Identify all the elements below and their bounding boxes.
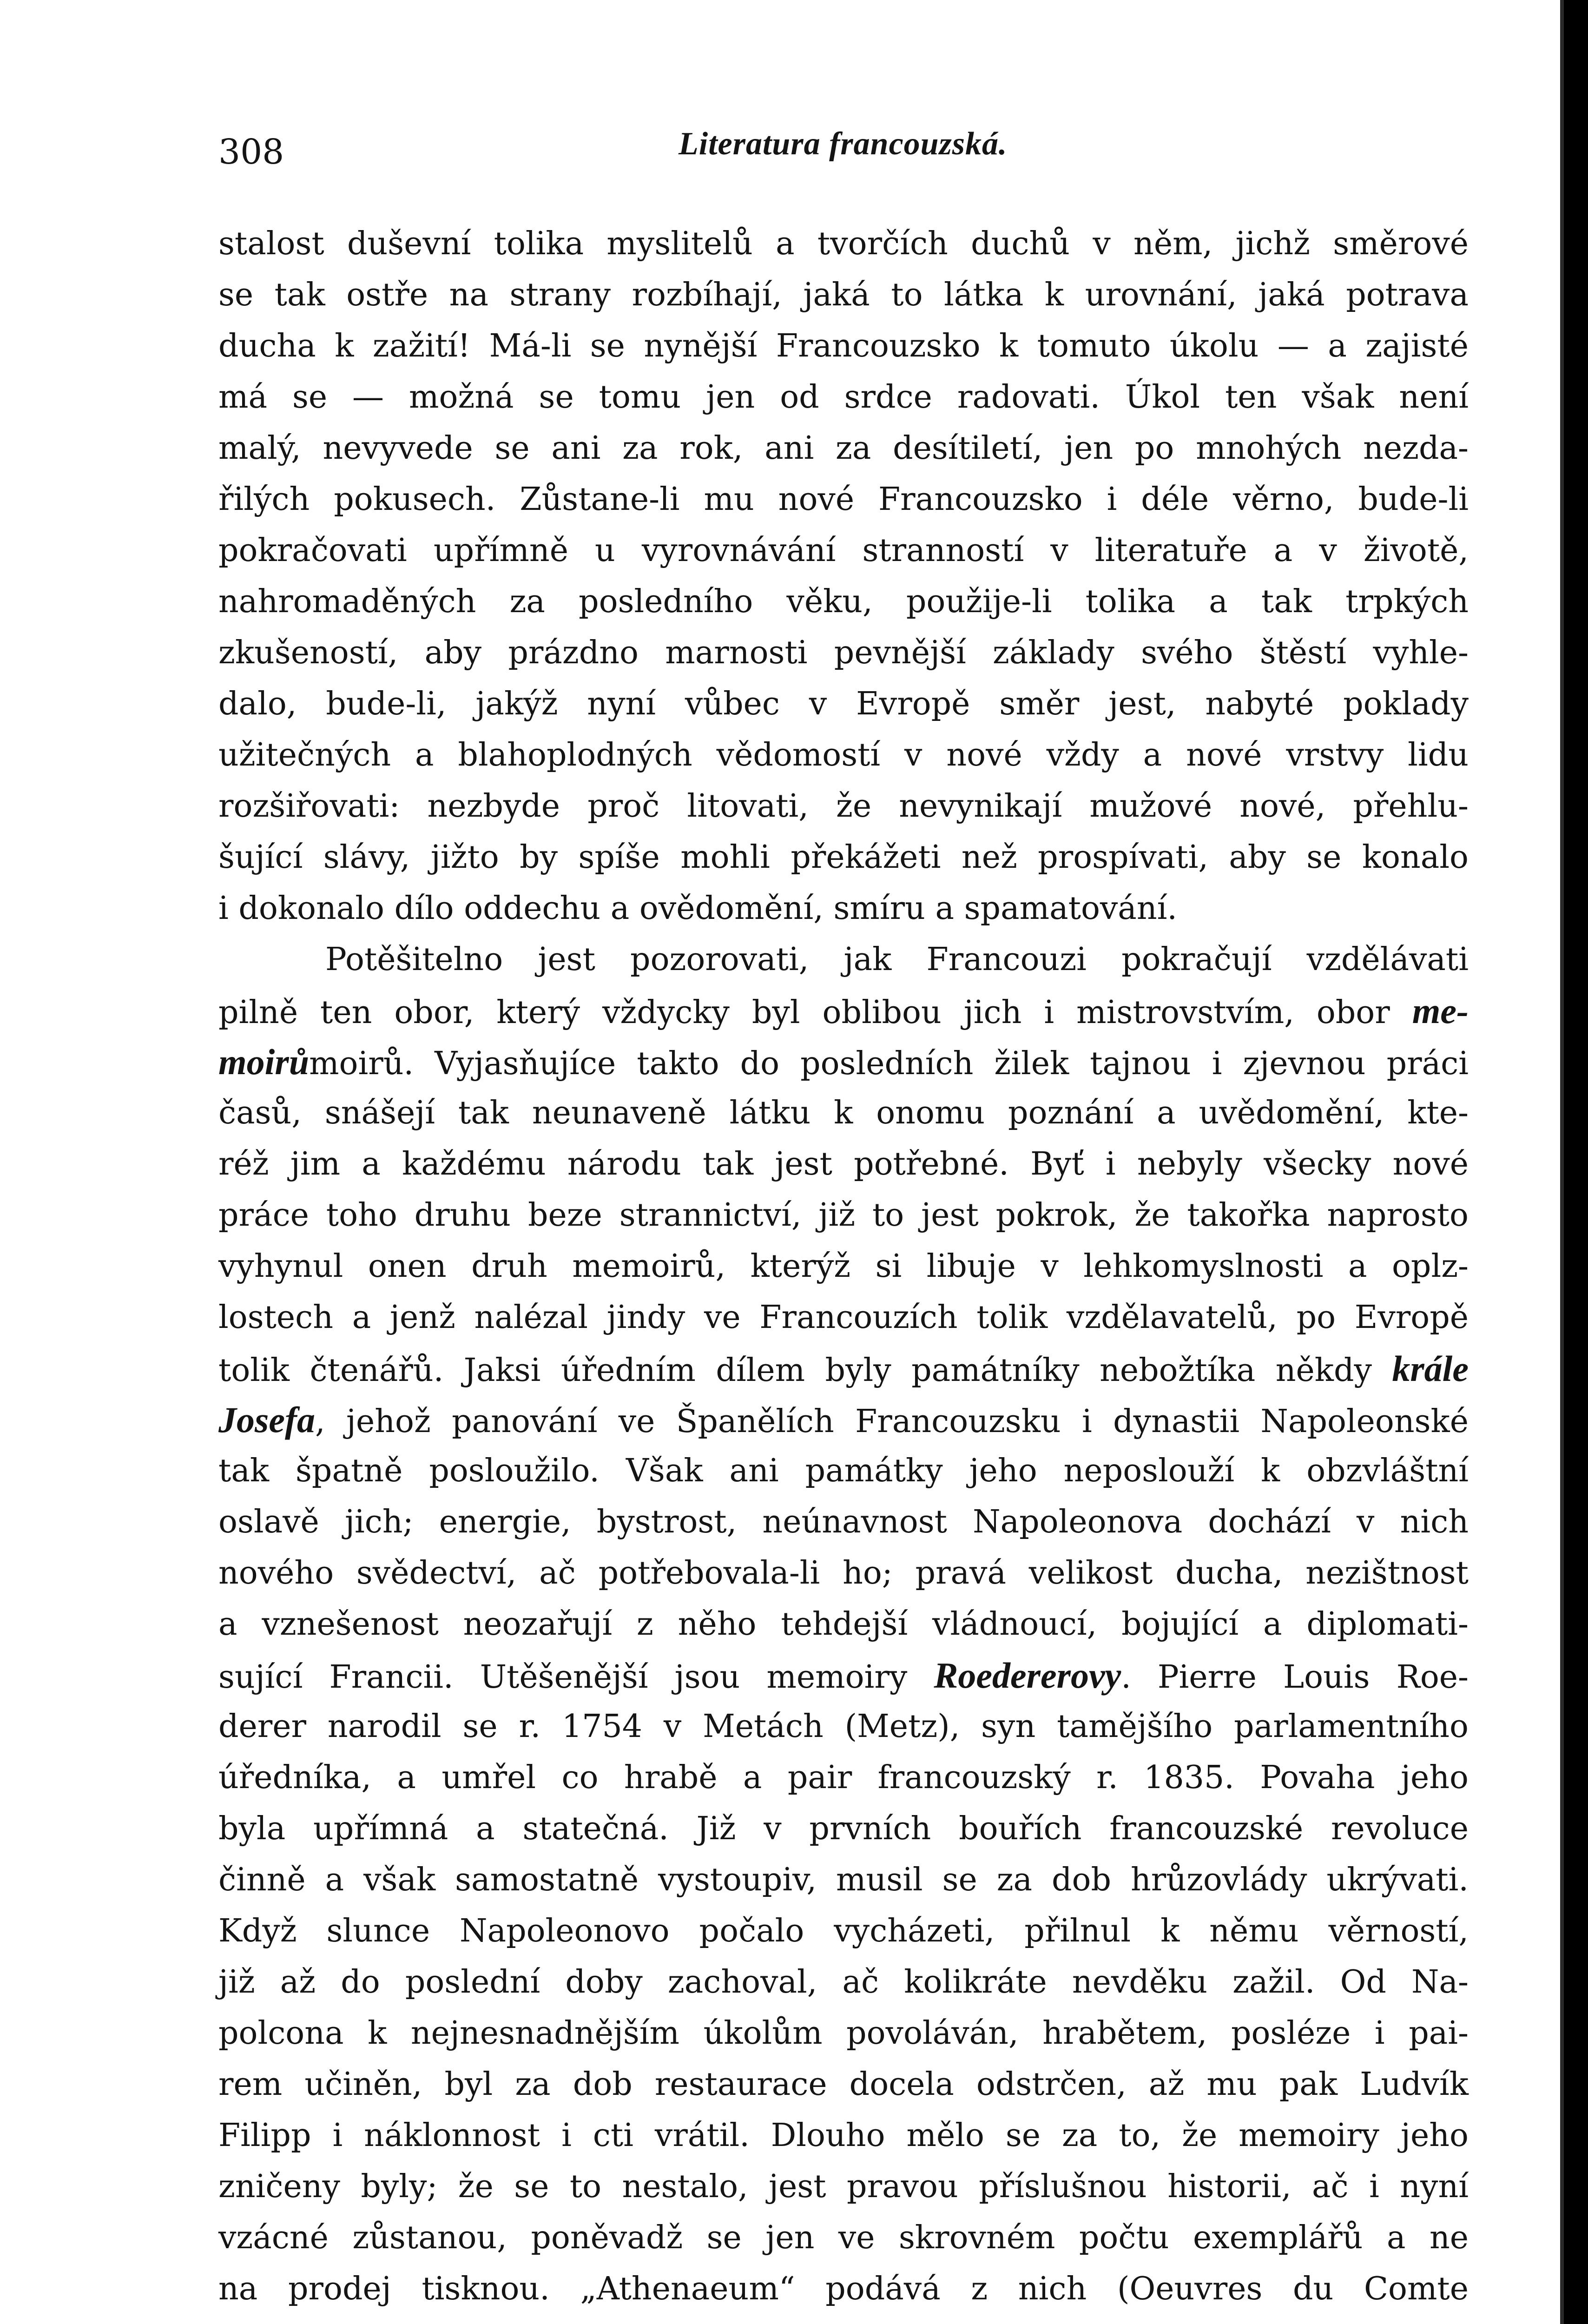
text-line: ducha k zažití! Má-li se nynější Francouzsko k tomuto úkolu — a zajisté <box>218 328 1469 364</box>
text-line: užitečných a blahoplodných vědomostí v nové vždy a nové vrstvy lidu <box>218 737 1469 773</box>
page-edge-shadow <box>1560 0 1564 2324</box>
italic-emphasis: Josefa <box>218 1400 315 1440</box>
text-line: pokračovati upřímně u vyrovnávání stranností v literatuře a v životě, <box>218 532 1469 569</box>
text-segment: sující Francii. Utěšenější jsou memoiry <box>218 1659 908 1696</box>
text-line: i dokonalo dílo oddechu a ovědomění, smíru a spamatování. <box>218 890 1178 927</box>
text-line: nového svědectví, ač potřebovala-li ho; pravá velikost ducha, nezištnost <box>218 1555 1469 1591</box>
text-line: se tak ostře na strany rozbíhají, jaká to látka k urovnání, jaká potrava <box>218 277 1469 313</box>
text-segment: tolik čtenářů. Jaksi úředním dílem byly památníky nebožtíka někdy <box>218 1352 1372 1389</box>
text-line: zničeny byly; že se to nestalo, jest pravou příslušnou historii, ač i nyní <box>218 2168 1469 2205</box>
text-line: má se — možná se tomu jen od srdce radovati. Úkol ten však není <box>218 379 1469 416</box>
text-line: rozšiřovati: nezbyde proč litovati, že nevynikají mužové nové, přehlu- <box>218 788 1469 825</box>
text-line: úředníka, a umřel co hrabě a pair francouzský r. 1835. Povaha jeho <box>218 1759 1469 1796</box>
text-line: rem učiněn, byl za dob restaurace docela odstrčen, až mu pak Ludvík <box>218 2066 1469 2103</box>
text-segment: pilně ten obor, který vždycky byl oblibou jich i mistrovstvím, obor <box>218 994 1390 1031</box>
text-line: vyhynul onen druh memoirů, kterýž si libuje v lehkomyslnosti a oplz- <box>218 1248 1469 1285</box>
text-line: již až do poslední doby zachoval, ač kolikráte nevděku zažil. Od Na- <box>218 1964 1469 2000</box>
text-line <box>218 985 1469 1037</box>
text-line: zkušeností, aby prázdno marnosti pevnější základy svého štěstí vyhle- <box>218 634 1469 671</box>
italic-emphasis: Roedererovy <box>934 1655 1121 1696</box>
body-text <box>218 218 1469 2315</box>
text-line: nahromaděných za posledního věku, použije-li tolika a tak trpkých <box>218 583 1469 620</box>
text-line: práce toho druhu beze strannictví, již to jest pokrok, že takořka naprosto <box>218 1197 1469 1234</box>
italic-emphasis: krále <box>1392 1348 1469 1389</box>
italic-emphasis: me- <box>1412 990 1469 1031</box>
text-segment: . Pierre Louis Roe- <box>1121 1659 1469 1696</box>
running-title: Literatura francouzská. <box>679 126 1008 162</box>
text-line: byla upřímná a statečná. Již v prvních bouřích francouzské revoluce <box>218 1810 1469 1847</box>
text-line: stalost duševní tolika myslitelů a tvorčích duchů v něm, jichž směrové <box>218 225 1469 262</box>
text-segment: , jehož panování ve Španělích Francouzsku i dynastii Napoleonské <box>315 1403 1469 1440</box>
text-line: Když slunce Napoleonovo počalo vycházeti, přilnul k němu věrností, <box>218 1913 1469 1949</box>
text-segment: moirů. Vyjasňujíce takto do posledních žilek tajnou i zjevnou práci <box>309 1045 1469 1082</box>
text-line: šující slávy, jižto by spíše mohli překážeti než prospívati, aby se konalo <box>218 839 1469 876</box>
text-line <box>218 1650 1469 1701</box>
text-line: Potěšitelno jest pozorovati, jak Francouzi pokračují vzdělávati <box>325 941 1469 978</box>
text-line: dalo, bude-li, jakýž nyní vůbec v Evropě směr jest, nabyté poklady <box>218 686 1469 722</box>
text-line: činně a však samostatně vystoupiv, musil se za dob hrůzovlády ukrývati. <box>218 1862 1469 1898</box>
text-line: polcona k nejnesnadnějším úkolům povoláván, hrabětem, posléze i pai- <box>218 2015 1469 2052</box>
text-line <box>218 1037 1469 1088</box>
text-line: derer narodil se r. 1754 v Metách (Metz), syn tamějšího parlamentního <box>218 1708 1469 1745</box>
italic-emphasis: moirů <box>218 1042 310 1082</box>
text-line: vzácné zůstanou, poněvadž se jen ve skrovném počtu exemplářů a ne <box>218 2219 1469 2256</box>
page-number: 308 <box>218 132 284 172</box>
text-line: lostech a jenž nalézal jindy ve Francouzích tolik vzdělavatelů, po Evropě <box>218 1299 1469 1336</box>
text-line: časů, snášejí tak neunaveně látku k onomu poznání a uvědomění, kte- <box>218 1095 1469 1131</box>
text-line <box>218 1394 1469 1446</box>
text-line: réž jim a každému národu tak jest potřebné. Byť i nebyly všecky nové <box>218 1146 1469 1182</box>
text-line: Filipp i náklonnost i cti vrátil. Dlouho mělo se za to, že memoiry jeho <box>218 2117 1469 2154</box>
text-line: na prodej tisknou. „Athenaeum“ podává z nich (Oeuvres du Comte <box>218 2271 1469 2307</box>
text-line <box>218 1343 1469 1394</box>
page-edge <box>1564 0 1588 2324</box>
text-line: tak špatně posloužilo. Však ani památky jeho neposlouží k obzvláštní <box>218 1452 1469 1489</box>
text-line: řilých pokusech. Zůstane-li mu nové Francouzsko i déle věrno, bude-li <box>218 481 1469 518</box>
text-line: oslavě jich; energie, bystrost, neúnavnost Napoleonova dochází v nich <box>218 1504 1469 1540</box>
text-line: a vznešenost neozařují z něho tehdejší vládnoucí, bojující a diplomati- <box>218 1606 1469 1643</box>
text-line: malý, nevyvede se ani za rok, ani za desítiletí, jen po mnohých nezda- <box>218 430 1469 467</box>
